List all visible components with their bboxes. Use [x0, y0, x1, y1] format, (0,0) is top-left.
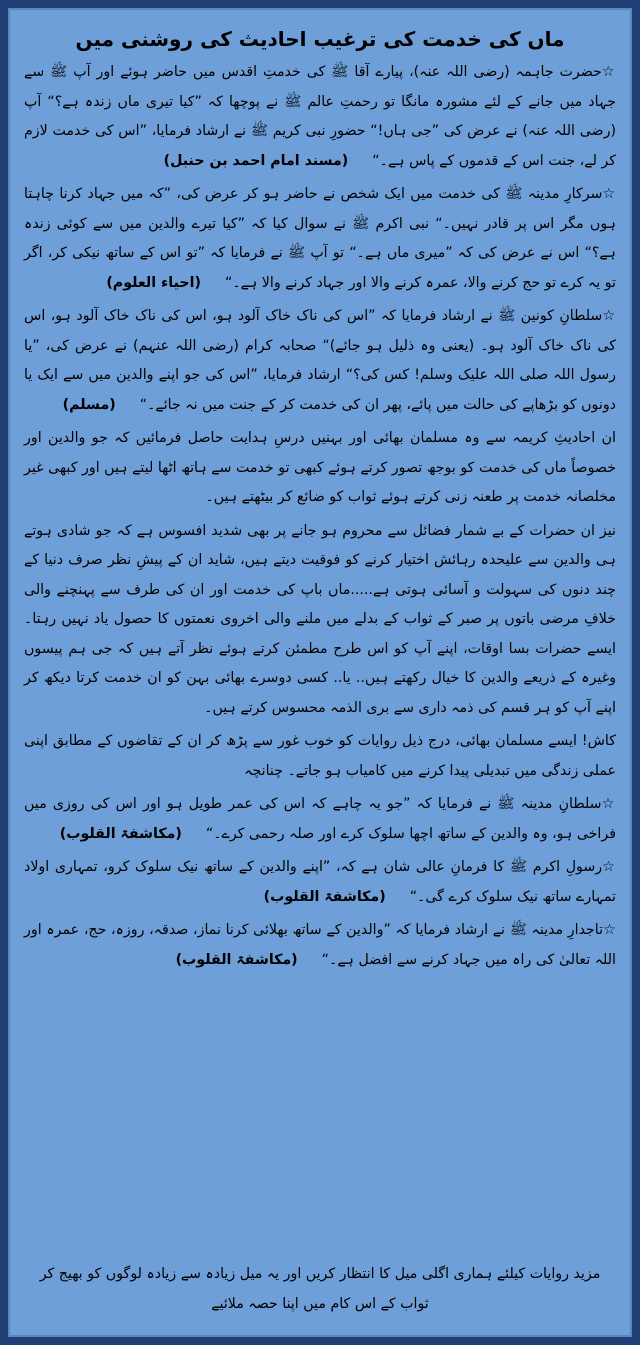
paragraph-text: تاجدارِ مدینہ ﷺ نے ارشاد فرمایا کہ ”والدین کے ساتھ بھلائی کرنا نماز، صدقہ، روزہ، حج، عمرہ اور اللہ تعالیٰ کی راہ میں جہاد کرنے سے افضل ہے۔“ — [24, 922, 616, 968]
paragraph-text: سلطانِ مدینہ ﷺ نے فرمایا کہ ”جو یہ چاہے کہ اس کی عمر طویل ہو اور اس کی روزی میں فراخی ہو، وہ والدین کے ساتھ اچھا سلوک کرے اور صلہ رحمی کرے۔“ — [24, 796, 616, 842]
star-icon: ☆ — [602, 186, 616, 202]
hadith-paragraph — [24, 790, 616, 849]
paragraph-text: سلطانِ کونین ﷺ نے ارشاد فرمایا کہ ”اس کی ناک خاک آلود ہو، اس کی ناک خاک آلود ہو، اس کی ناک خاک آلود ہو۔ (یعنی وہ ذلیل ہو جائے)“ صحابہ کرام (رضی اللہ عنہم) نے عرض کی، ”یا رسول اللہ صلی اللہ علیک وسلم! کس کی؟“ ارشاد فرمایا، ”اس کی جو اپنے والدین میں سے ایک یا دونوں کو بڑھاپے کی حالت میں پائے، پھر ان کی خدمت کر کے جنت میں نہ جائے۔“ — [24, 308, 616, 413]
source-reference: (مکاشفۃ القلوب) — [263, 888, 386, 905]
source-reference: (مسند امام احمد بن حنبل) — [163, 152, 349, 169]
star-icon: ☆ — [603, 922, 616, 938]
article-content — [24, 26, 616, 1319]
star-icon: ☆ — [601, 64, 616, 80]
hadith-paragraph — [24, 853, 616, 912]
source-reference: (مسلم) — [62, 396, 116, 413]
star-icon: ☆ — [602, 308, 616, 324]
source-reference: (مکاشفۃ القلوب) — [59, 825, 182, 842]
hadith-paragraph — [24, 916, 616, 975]
hadith-paragraph — [24, 424, 616, 513]
hadith-paragraph — [24, 180, 616, 298]
paragraph-text: نیز ان حضرات کے بے شمار فضائل سے محروم ہو جانے پر بھی شدید افسوس ہے کہ جو شادی ہوتے ہی والدین سے علیحدہ رہائش اختیار کرنے کو فوقیت دیتے ہیں، شاید ان کے پیشِ نظر صرف دنیا کے چند دنوں کی سہولت و آسائی ہوتی ہے.....ماں باپ کی خدمت اور ان کی طرف سے پہنچنے والی خلافِ مرضی باتوں پر صبر کے ثواب کے بدلے میں ملنے والی اخروی نعمتوں کا حصول یاد نہیں رہتا۔ ایسے حضرات بسا اوقات، اپنے آپ کو اس طرح مطمئن کرتے ہوئے نظر آتے ہیں کہ جی ہم پیسوں وغیرہ کے ذریعے والدین کا خیال رکھتے ہیں.. یا.. کسی دوسرے بھائی بہن کو ان خدمت کرتا دیکھ کر اپنے آپ کو ہر قسم کی ذمہ داری سے بری الذمہ محسوس کرتے ہیں۔ — [24, 522, 616, 716]
page-frame — [8, 8, 632, 1337]
paragraph-text: کاش! ایسے مسلمان بھائی، درج ذیل روایات کو خوب غور سے پڑھ کر ان کے تقاضوں کے مطابق اپنی عملی زندگی میں تبدیلی پیدا کرنے میں کامیاب ہو جاتے۔ چنانچہ — [24, 733, 616, 779]
source-reference: (احیاء العلوم) — [106, 274, 201, 291]
source-reference: (مکاشفۃ القلوب) — [175, 951, 298, 968]
footer-message: مزید روایات کیلئے ہماری اگلی میل کا انتظار کریں اور یہ میل زیادہ سے زیادہ لوگوں کو بھیج کر ثواب کے اس کام میں اپنا حصہ ملائیے — [39, 1266, 601, 1312]
paragraph-list — [24, 58, 616, 975]
star-icon: ☆ — [601, 796, 616, 812]
page-title: ماں کی خدمت کی ترغیب احادیث کی روشنی میں — [75, 27, 565, 51]
paragraph-text: حضرت جاہمہ (رضی اللہ عنہ)، پیارے آقا ﷺ کی خدمتِ اقدس میں حاضر ہوئے اور آپ ﷺ سے جہاد میں جانے کے لئے مشورہ مانگا تو رحمتِ عالم ﷺ نے پوچھا کہ ”کیا تیری ماں زندہ ہے؟“ آپ (رضی اللہ عنہ) نے عرض کی ”جی ہاں!“ حضورِ نبی کریم ﷺ نے ارشاد فرمایا، ”اس کی خدمت لازم کر لے، جنت اس کے قدموں کے پاس ہے۔“ — [24, 64, 616, 169]
hadith-paragraph — [24, 58, 616, 176]
hadith-paragraph — [24, 302, 616, 420]
paragraph-text: ان احادیثِ کریمہ سے وہ مسلمان بھائی اور بہنیں درسِ ہدایت حاصل فرمائیں کہ جو والدین اور خصوصاً ماں کی خدمت کو بوجھ تصور کرتے ہوئے کبھی تو خدمت سے ہاتھ اٹھا لیتے ہیں اور کبھی غیر مخلصانہ خدمت پر طعنہ زنی کرتے ہوئے ثواب کو ضائع کر بیٹھتے ہیں۔ — [24, 430, 616, 505]
paragraph-text: رسولِ اکرم ﷺ کا فرمانِ عالی شان ہے کہ، ”اپنے والدین کے ساتھ نیک سلوک کرو، تمہاری اولاد تمہارے ساتھ نیک سلوک کرے گی۔“ — [24, 859, 616, 905]
star-icon: ☆ — [602, 859, 616, 875]
hadith-paragraph — [24, 517, 616, 724]
hadith-paragraph — [24, 727, 616, 786]
paragraph-text: سرکارِ مدینہ ﷺ کی خدمت میں ایک شخص نے حاضر ہو کر عرض کی، ”کہ میں جہاد کرنا چاہتا ہوں مگر اس پر قادر نہیں۔“ نبی اکرم ﷺ نے سوال کیا کہ ”کیا تیرے والدین میں سے کوئی زندہ ہے؟“ اس نے عرض کی کہ ”میری ماں ہے۔“ تو آپ ﷺ نے فرمایا کہ ”تو اس کے ساتھ نیکی کر، اگر تو یہ کرے تو حج کرنے والا، عمرہ کرنے والا اور جہاد کرنے والا ہے۔“ — [24, 186, 616, 291]
